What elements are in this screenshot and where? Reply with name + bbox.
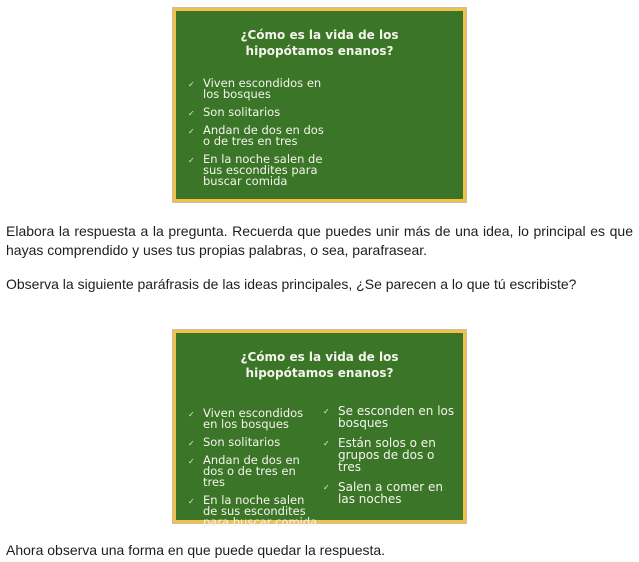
- check-icon: ✓: [323, 407, 330, 416]
- board-title: ¿Cómo es la vida de los hipopótamos enanos?: [240, 28, 399, 58]
- list-item: ✓ Salen a comer en las noches: [323, 480, 444, 506]
- list-item: ✓ Andan de dos en dos o de tres en tres: [188, 123, 324, 148]
- paraphrase-list: [323, 405, 457, 513]
- list-item: ✓ En la noche salen de sus escondites para buscar comida: [188, 493, 318, 529]
- check-icon: ✓: [188, 410, 195, 419]
- check-icon: ✓: [188, 457, 195, 466]
- board-title: ¿Cómo es la vida de los hipopótamos enanos?: [240, 350, 399, 380]
- original-ideas-list: [188, 408, 320, 535]
- list-item: ✓ Viven escondidos en los bosques: [188, 76, 322, 101]
- closing-paragraph: Ahora observa una forma en que puede quedar la respuesta.: [6, 542, 386, 558]
- list-item: ✓ En la noche salen de sus escondites para buscar comida: [188, 152, 323, 188]
- list-item: ✓ Se esconden en los bosques: [323, 404, 455, 430]
- list-item: ✓ Viven escondidos en los bosques: [188, 406, 304, 431]
- check-icon: ✓: [188, 109, 195, 118]
- check-icon: ✓: [188, 439, 195, 448]
- check-icon: ✓: [188, 127, 195, 136]
- check-icon: ✓: [188, 80, 195, 89]
- check-icon: ✓: [323, 439, 330, 448]
- list-item: ✓ Están solos o en grupos de dos o tres: [323, 436, 436, 474]
- instruction-paragraph: Elabora la respuesta a la pregunta. Recuerda que puedes unir más de una idea, lo principal es que hayas comprendido y uses tus propias palabras, o sea, parafrasear.: [6, 223, 633, 258]
- ideas-list: [188, 78, 328, 194]
- check-icon: ✓: [188, 156, 195, 165]
- list-item: ✓ Son solitarios: [188, 435, 281, 449]
- check-icon: ✓: [188, 497, 195, 506]
- list-item: ✓ Son solitarios: [188, 105, 281, 119]
- list-item: ✓ Andan de dos en dos o de tres en tres: [188, 453, 300, 489]
- chalkboard-original-ideas: [173, 8, 466, 202]
- chalkboard-paraphrase: [173, 330, 466, 529]
- check-icon: ✓: [323, 483, 330, 492]
- question-paragraph: Observa la siguiente paráfrasis de las ideas principales, ¿Se parecen a lo que tú escribiste?: [6, 276, 577, 292]
